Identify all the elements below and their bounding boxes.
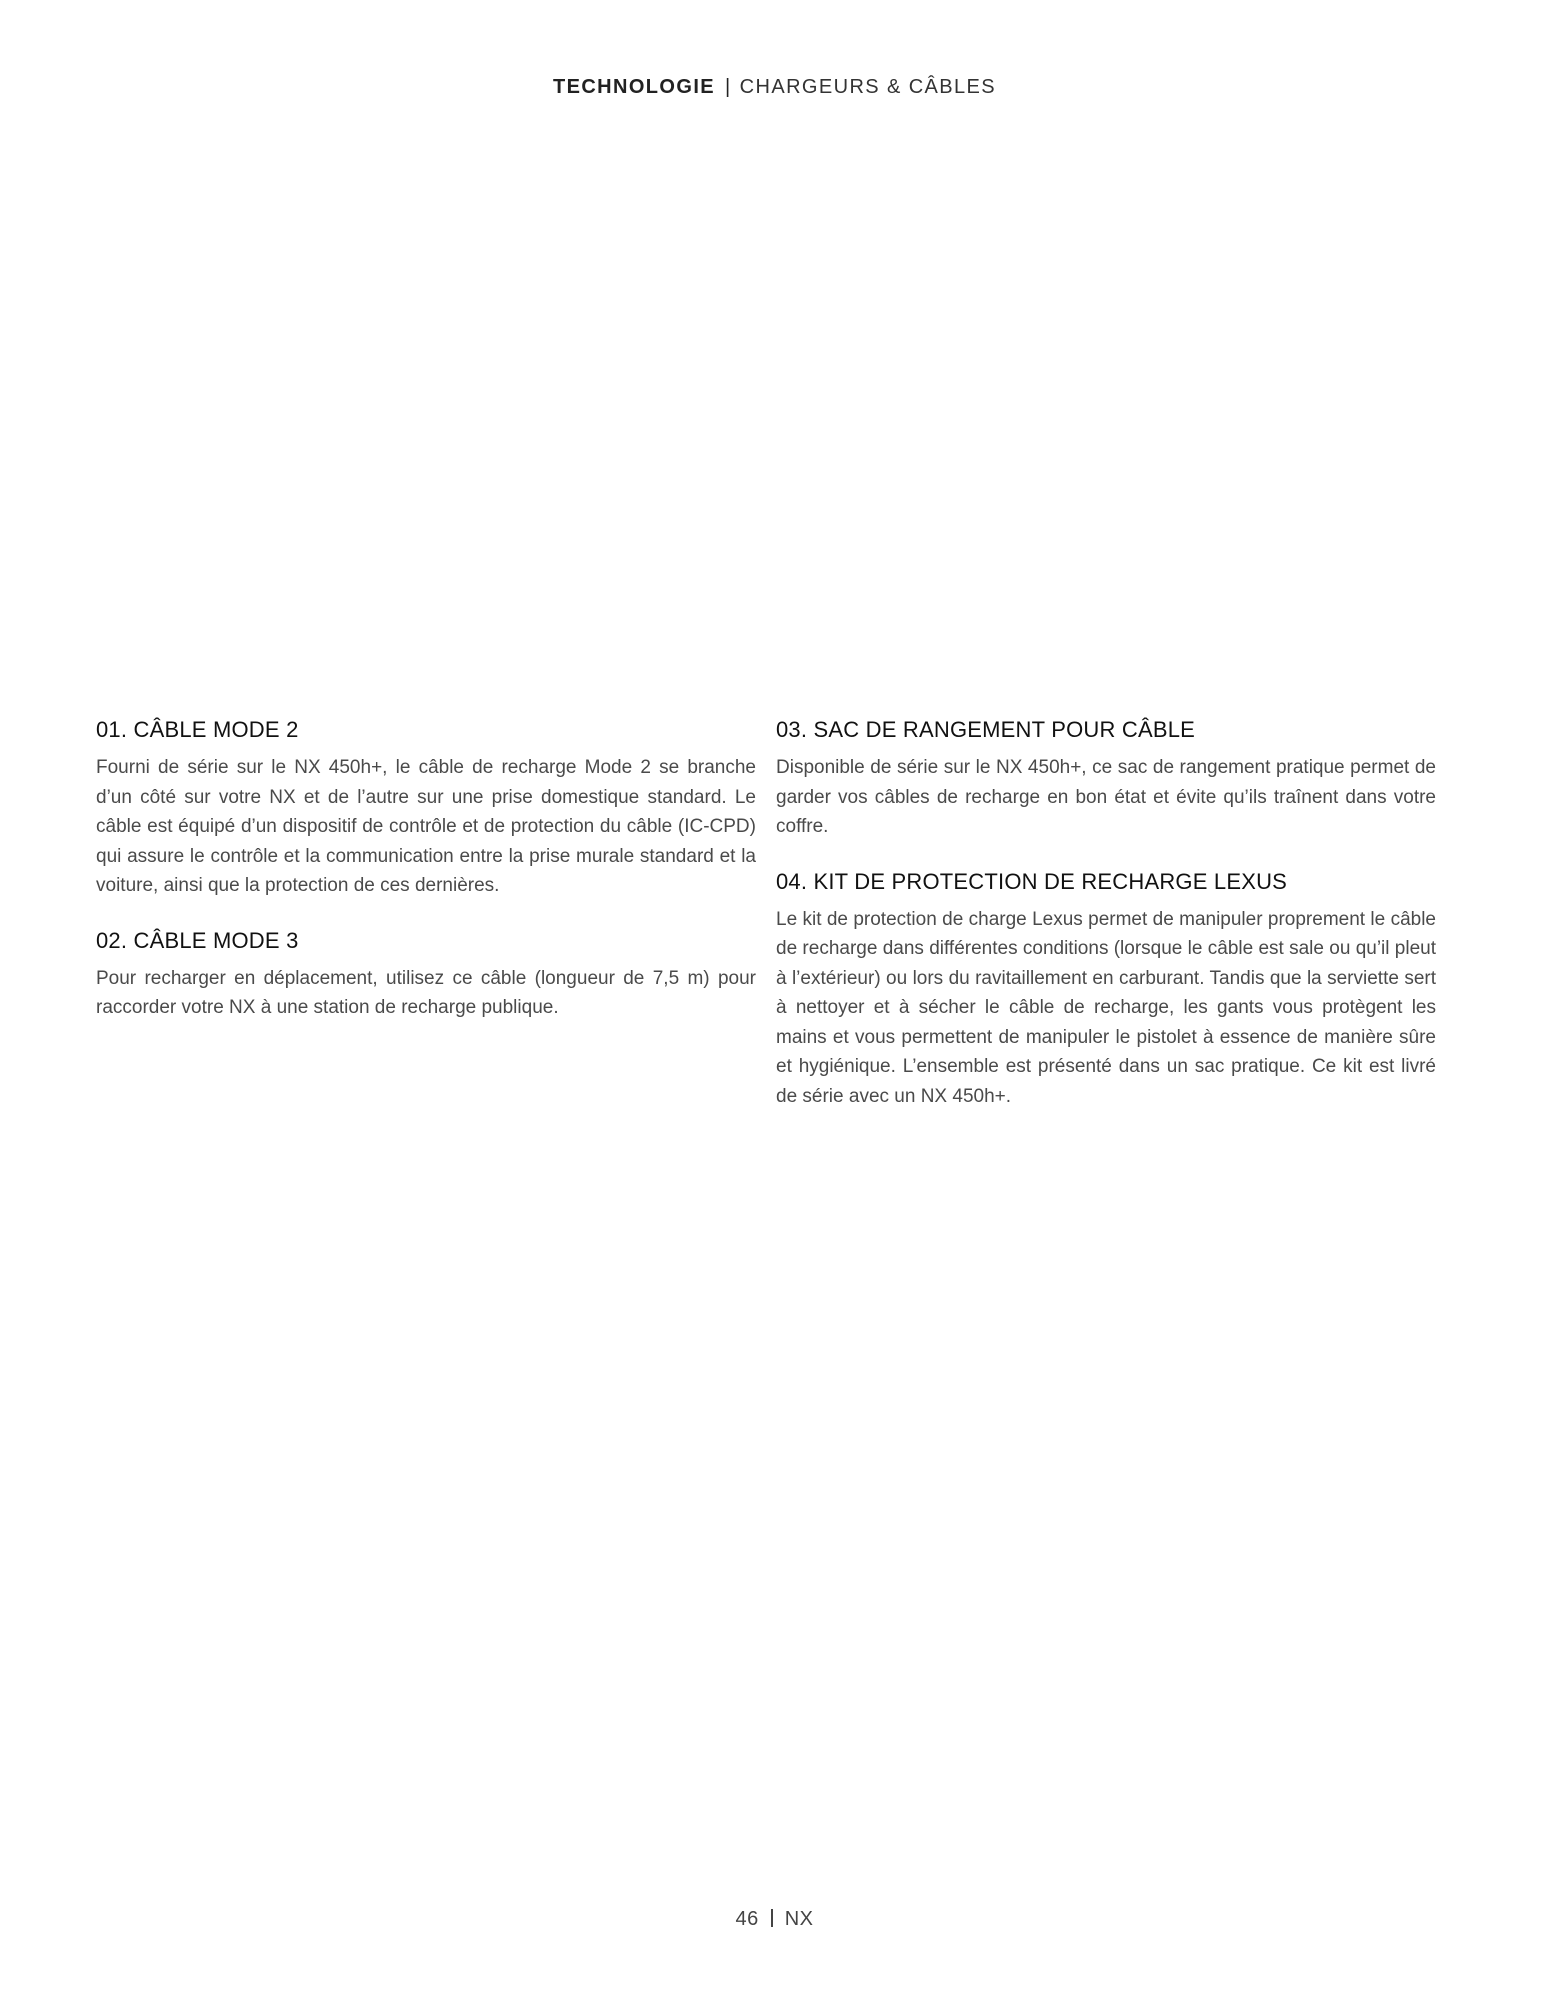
section-title: 03. SAC DE RANGEMENT POUR CÂBLE (776, 717, 1196, 742)
section-text: Le kit de protection de charge Lexus permet de manipuler proprement le câble de recharge dans différentes conditions (lorsque le câble est sale ou qu’il pleut à l’extérieur) ou lors du ravitaillement en carburant. Tandis que la serviette sert à nettoyer et à sécher le câble de recharge, les gants vous protègent les mains et vous permettent de manipuler le pistolet à essence de manière sûre et hygiénique. L’ensemble est présenté dans un sac pratique. Ce kit est livré de série avec un NX 450h+. (776, 908, 1436, 1107)
page-footer (0, 1908, 1549, 1931)
section-title: 04. KIT DE PROTECTION DE RECHARGE LEXUS (776, 868, 1288, 894)
header-section: TECHNOLOGIE (552, 76, 716, 98)
header-subsection: CHARGEURS & CÂBLES (739, 76, 997, 98)
page-number: 46 (735, 1908, 759, 1930)
right-column (776, 716, 1436, 1137)
section-text: Fourni de série sur le NX 450h+, le câble de recharge Mode 2 se branche d’un côté sur votre NX et de l’autre sur une prise domestique standard. Le câble est équipé d’un dispositif de contrôle et de protection du câble (IC-CPD) qui assure le contrôle et la communication entre la prise murale standard et la voiture, ainsi que la protection de ces dernières. (96, 757, 756, 896)
section-cable-bag (776, 716, 1436, 842)
header-separator: | (725, 76, 732, 98)
section-text: Pour recharger en déplacement, utilisez ce câble (longueur de 7,5 m) pour raccorder votre NX à une station de recharge publique. (96, 967, 756, 1018)
page-header (0, 76, 1549, 99)
footer-divider (771, 1909, 773, 1927)
footer-model: NX (784, 1908, 814, 1930)
section-protection-kit (776, 868, 1436, 1112)
section-title: 02. CÂBLE MODE 3 (96, 927, 299, 953)
left-column (96, 716, 756, 1049)
section-cable-mode-2 (96, 716, 756, 901)
section-cable-mode-3 (96, 927, 756, 1023)
section-title: 01. CÂBLE MODE 2 (96, 717, 299, 742)
section-text: Disponible de série sur le NX 450h+, ce sac de rangement pratique permet de garder vos câbles de recharge en bon état et évite qu’ils traînent dans votre coffre. (776, 757, 1436, 837)
